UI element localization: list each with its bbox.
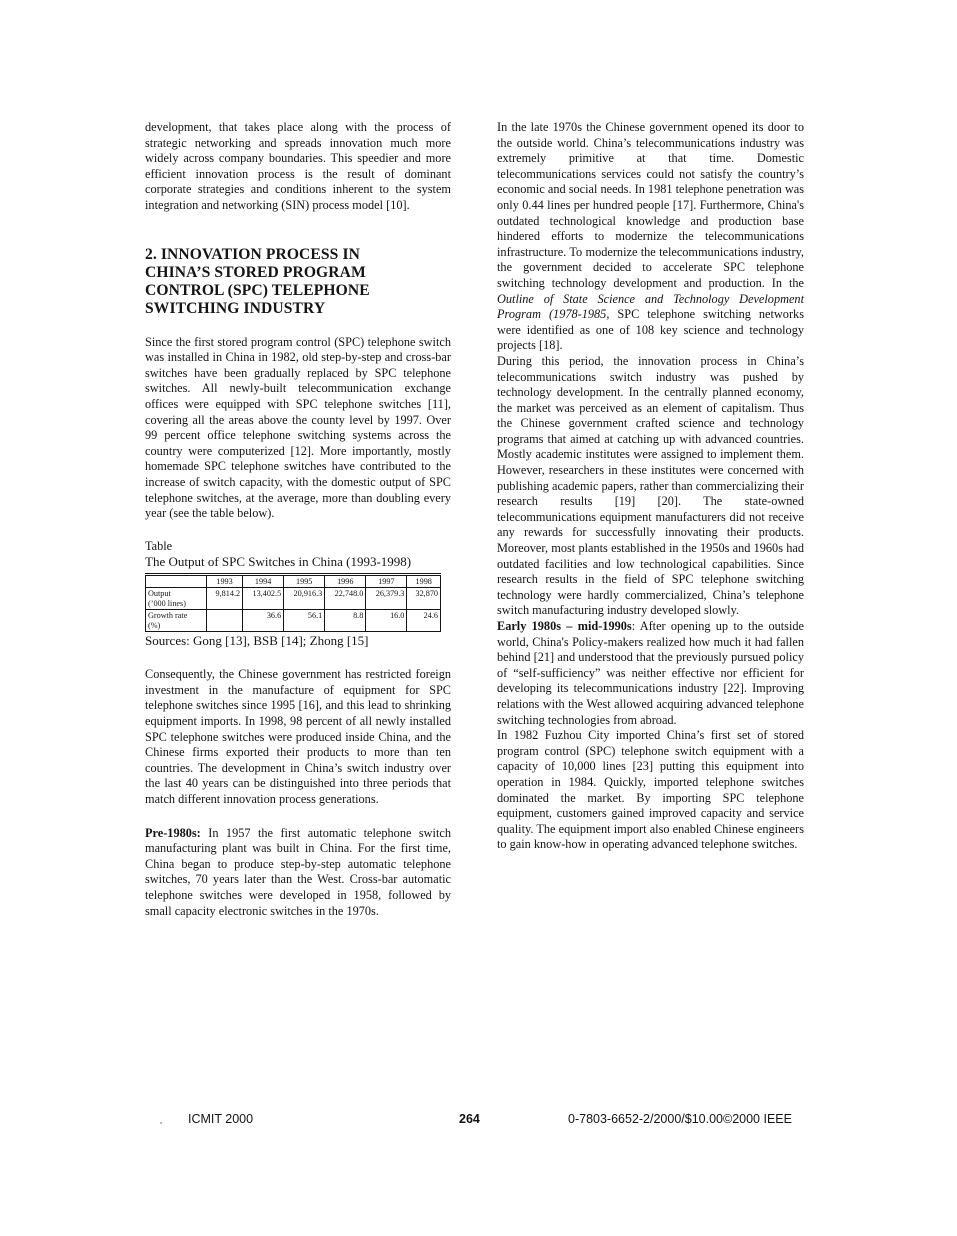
table-year-cell: 1994 bbox=[243, 574, 284, 588]
table-cell: 56.1 bbox=[284, 610, 325, 632]
pre1980-text: In 1957 the first automatic telephone switch manufacturing plant was built in China. For the first time, China began to produce step-by-step automatic telephone switches, 70 years later than the West. Cross-bar automatic telephone switches were developed in 1958, followed by small capacity electronic switches in the 1970s. bbox=[145, 825, 451, 918]
table-year-cell: 1993 bbox=[207, 574, 243, 588]
section-heading-line2: CHINA’S STORED PROGRAM bbox=[145, 263, 366, 281]
late1970s-paragraph bbox=[497, 120, 804, 354]
table-cell: 16.0 bbox=[366, 610, 407, 632]
footer-copyright: 0-7803-6652-2/2000/$10.00©2000 IEEE bbox=[568, 1112, 792, 1126]
table-corner-cell bbox=[146, 574, 207, 588]
table-year-cell: 1995 bbox=[284, 574, 325, 588]
left-column bbox=[145, 120, 451, 919]
table-row-growth bbox=[146, 610, 441, 632]
section-heading bbox=[145, 246, 451, 318]
program-title: Outline of State Science and Technology Development Program (1978-1985, bbox=[497, 291, 804, 322]
table-cell: 13,402.5 bbox=[243, 588, 284, 610]
row-label-unit: (%) bbox=[148, 620, 161, 630]
table-cell: 32,870 bbox=[407, 588, 441, 610]
early-1980s-paragraph bbox=[497, 619, 804, 728]
fuzhou-paragraph: In 1982 Fuzhou City imported China’s first set of stored program control (SPC) telephone switch equipment with a capacity of 10,000 lines [23] putting this equipment into operation in 1984. Quickly, imported telephone switches dominated the market. By importing SPC telephone equipment, customers gained improved capacity and service quality. The equipment import also enabled Chinese engineers to gain know-how in operating advanced telephone switches. bbox=[497, 728, 804, 852]
table-year-cell: 1996 bbox=[325, 574, 366, 588]
row-label-unit: (’000 lines) bbox=[148, 598, 186, 608]
right-column bbox=[497, 120, 804, 853]
early-lead: Early 1980s – mid-1990s bbox=[497, 619, 632, 633]
spc-output-table bbox=[145, 573, 441, 633]
early-text: : After opening up to the outside world, China's Policy-makers realized how much it had fallen behind [21] and understood that the previously pursued policy of “self-sufficiency” was neither effective nor efficient for developing its telecommunications industry [22]. Improving relations with the West allowed acquiring advanced telephone switching technologies from abroad. bbox=[497, 619, 804, 727]
late1970s-text-a: In the late 1970s the Chinese government opened its door to the outside world. China’s telecommunications industry was extremely primitive at that time. Domestic telecommunications services could not satisfy the country’s economic and social needs. In 1981 telephone penetration was only 0.44 lines per hundred people [17]. Furthermore, China's outdated technological knowledge and production base hindered efforts to modernize the telecommunications infrastructure. To modernize the telecommunications industry, the government decided to accelerate SPC telephone switching technology development and production. In the bbox=[497, 120, 804, 290]
table-row-output bbox=[146, 588, 441, 610]
table-cell: 8.8 bbox=[325, 610, 366, 632]
table-cell: 26,379.3 bbox=[366, 588, 407, 610]
late1970s-text-b: SPC telephone switching networks were identified as one of 108 key science and technology projects [18]. bbox=[497, 307, 804, 353]
since-paragraph: Since the first stored program control (SPC) telephone switch was installed in China in 1982, old step-by-step and cross-bar switches have been gradually replaced by SPC telephone switches. All newly-built telecommunication exchange offices were equipped with SPC telephone switches [11], covering all the areas above the county level by 1997. Over 99 percent office telephone switching systems across the country were computerized [12]. More importantly, mostly homemade SPC telephone switches have contributed to the increase of switch capacity, with the domestic output of SPC telephone switches, at the average, more than doubling every year (see the table below). bbox=[145, 334, 451, 521]
table-cell: 36.6 bbox=[243, 610, 284, 632]
table-row-label bbox=[146, 588, 207, 610]
section-heading-line1: 2. INNOVATION PROCESS IN bbox=[145, 245, 360, 263]
table-year-cell: 1998 bbox=[407, 574, 441, 588]
table-label: Table bbox=[145, 538, 173, 553]
table-row-label bbox=[146, 610, 207, 632]
intro-paragraph: development, that takes place along with the process of strategic networking and spreads innovation much more widely across company boundaries. This speedier and more efficient innovation process is the result of dominant corporate strategies and conditions inherent to the system integration and networking (SIN) process model [10]. bbox=[145, 120, 451, 212]
table-header-row bbox=[146, 574, 441, 588]
table-cell: 24.6 bbox=[407, 610, 441, 632]
table-cell bbox=[207, 610, 243, 632]
consequently-paragraph: Consequently, the Chinese government has restricted foreign investment in the manufacture of equipment for SPC telephone switches since 1995 [16], and this lead to shrinking equipment imports. In 1998, 98 percent of all newly installed SPC telephone switches were produced inside China, and the Chinese firms exported their products to more than ten countries. The development in China’s switch industry over the last 40 years can be distinguished into three periods that match different innovation process generations. bbox=[145, 667, 451, 806]
table-cell: 22,748.0 bbox=[325, 588, 366, 610]
section-heading-line4: SWITCHING INDUSTRY bbox=[145, 299, 326, 317]
section-heading-line3: CONTROL (SPC) TELEPHONE bbox=[145, 281, 370, 299]
during-paragraph: During this period, the innovation process in China’s telecommunications switch industry was pushed by technology development. In the centrally planned economy, the market was perceived as an element of capitalism. Thus the Chinese government crafted science and technology programs that aimed at catching up with advanced countries. Mostly academic institutes were assigned to implement them. However, researchers in these institutes were concerned with publishing academic papers, rather than commercializing their research results [19] [20]. The state-owned telecommunications equipment manufacturers did not receive any rewards for successfully innovating their products. Moreover, most plants established in the 1950s and 1960s had outdated facilities and low technological capabilities. Since research results in the field of SPC telephone switching technology were hardly commercialized, China’s telephone switch manufacturing industry developed slowly. bbox=[497, 353, 804, 618]
row-label-main: Output bbox=[148, 589, 171, 599]
table-sources: Sources: Gong [13], BSB [14]; Zhong [15] bbox=[145, 633, 369, 649]
footer-conference: ICMIT 2000 bbox=[188, 1112, 254, 1126]
pre1980-paragraph bbox=[145, 826, 451, 920]
table-cell: 20,916.3 bbox=[284, 588, 325, 610]
scan-speck bbox=[160, 1122, 162, 1124]
table-title: The Output of SPC Switches in China (1993-1998) bbox=[145, 553, 412, 569]
footer-page-number: 264 bbox=[459, 1112, 480, 1126]
table-cell: 9,814.2 bbox=[207, 588, 243, 610]
pre1980-lead: Pre-1980s: bbox=[145, 825, 201, 840]
row-label-main: Growth rate bbox=[148, 611, 188, 621]
table-year-cell: 1997 bbox=[366, 574, 407, 588]
